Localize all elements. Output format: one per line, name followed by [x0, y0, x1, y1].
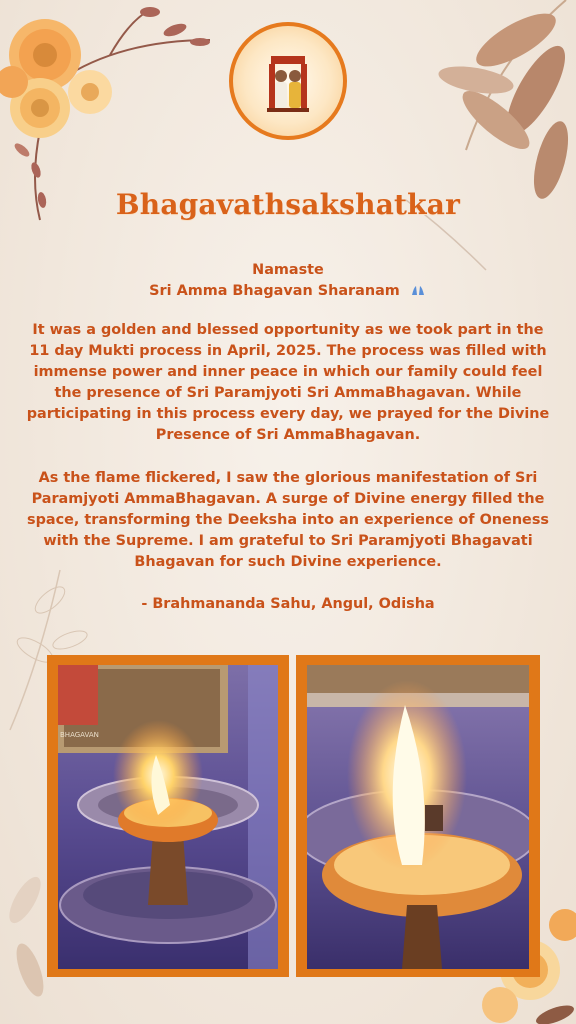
- testimony-paragraph-2: As the flame flickered, I saw the glorious manifestation of Sri Paramjyoti AmmaBhagavan. A surge of Divine energy filled the space, transforming the Deeksha into an experience of Oneness with the Supreme. I am grateful to Sri Paramjyoti Bhagavati Bhagavan for such Divine experience.: [27, 470, 549, 570]
- lamp-photo-left: [58, 665, 278, 969]
- lamp-photo-right-frame: [296, 655, 540, 977]
- greeting-line-1: Namaste: [252, 262, 324, 278]
- amma-bhagavan-portrait-icon: [233, 26, 343, 136]
- testimony-paragraph-1: It was a golden and blessed opportunity as we took part in the 11 day Mukti process in April, 2025. The process was filled with immense power and inner peace in which our family could feel the presence of Sri Paramjyoti Sri AmmaBhagavan. While participating in this process every day, we prayed for the Divine Presence of Sri AmmaBhagavan.: [26, 322, 550, 443]
- logo: [229, 22, 347, 140]
- lamp-photo-left-frame: [47, 655, 289, 977]
- photo-caption: BHAGAVAN: [60, 731, 99, 739]
- page-title: Bhagavathsakshatkar: [115, 188, 461, 221]
- greeting-line-2-text: Sri Amma Bhagavan Sharanam: [149, 283, 400, 299]
- greeting-line-2: [22, 281, 554, 302]
- leaves-decoration-top-right: [386, 0, 576, 280]
- greeting: [22, 260, 554, 302]
- lamp-photo-right: [307, 665, 529, 969]
- signature: - Brahmananda Sahu, Angul, Odisha: [141, 596, 435, 612]
- folded-hands-icon: [409, 284, 427, 296]
